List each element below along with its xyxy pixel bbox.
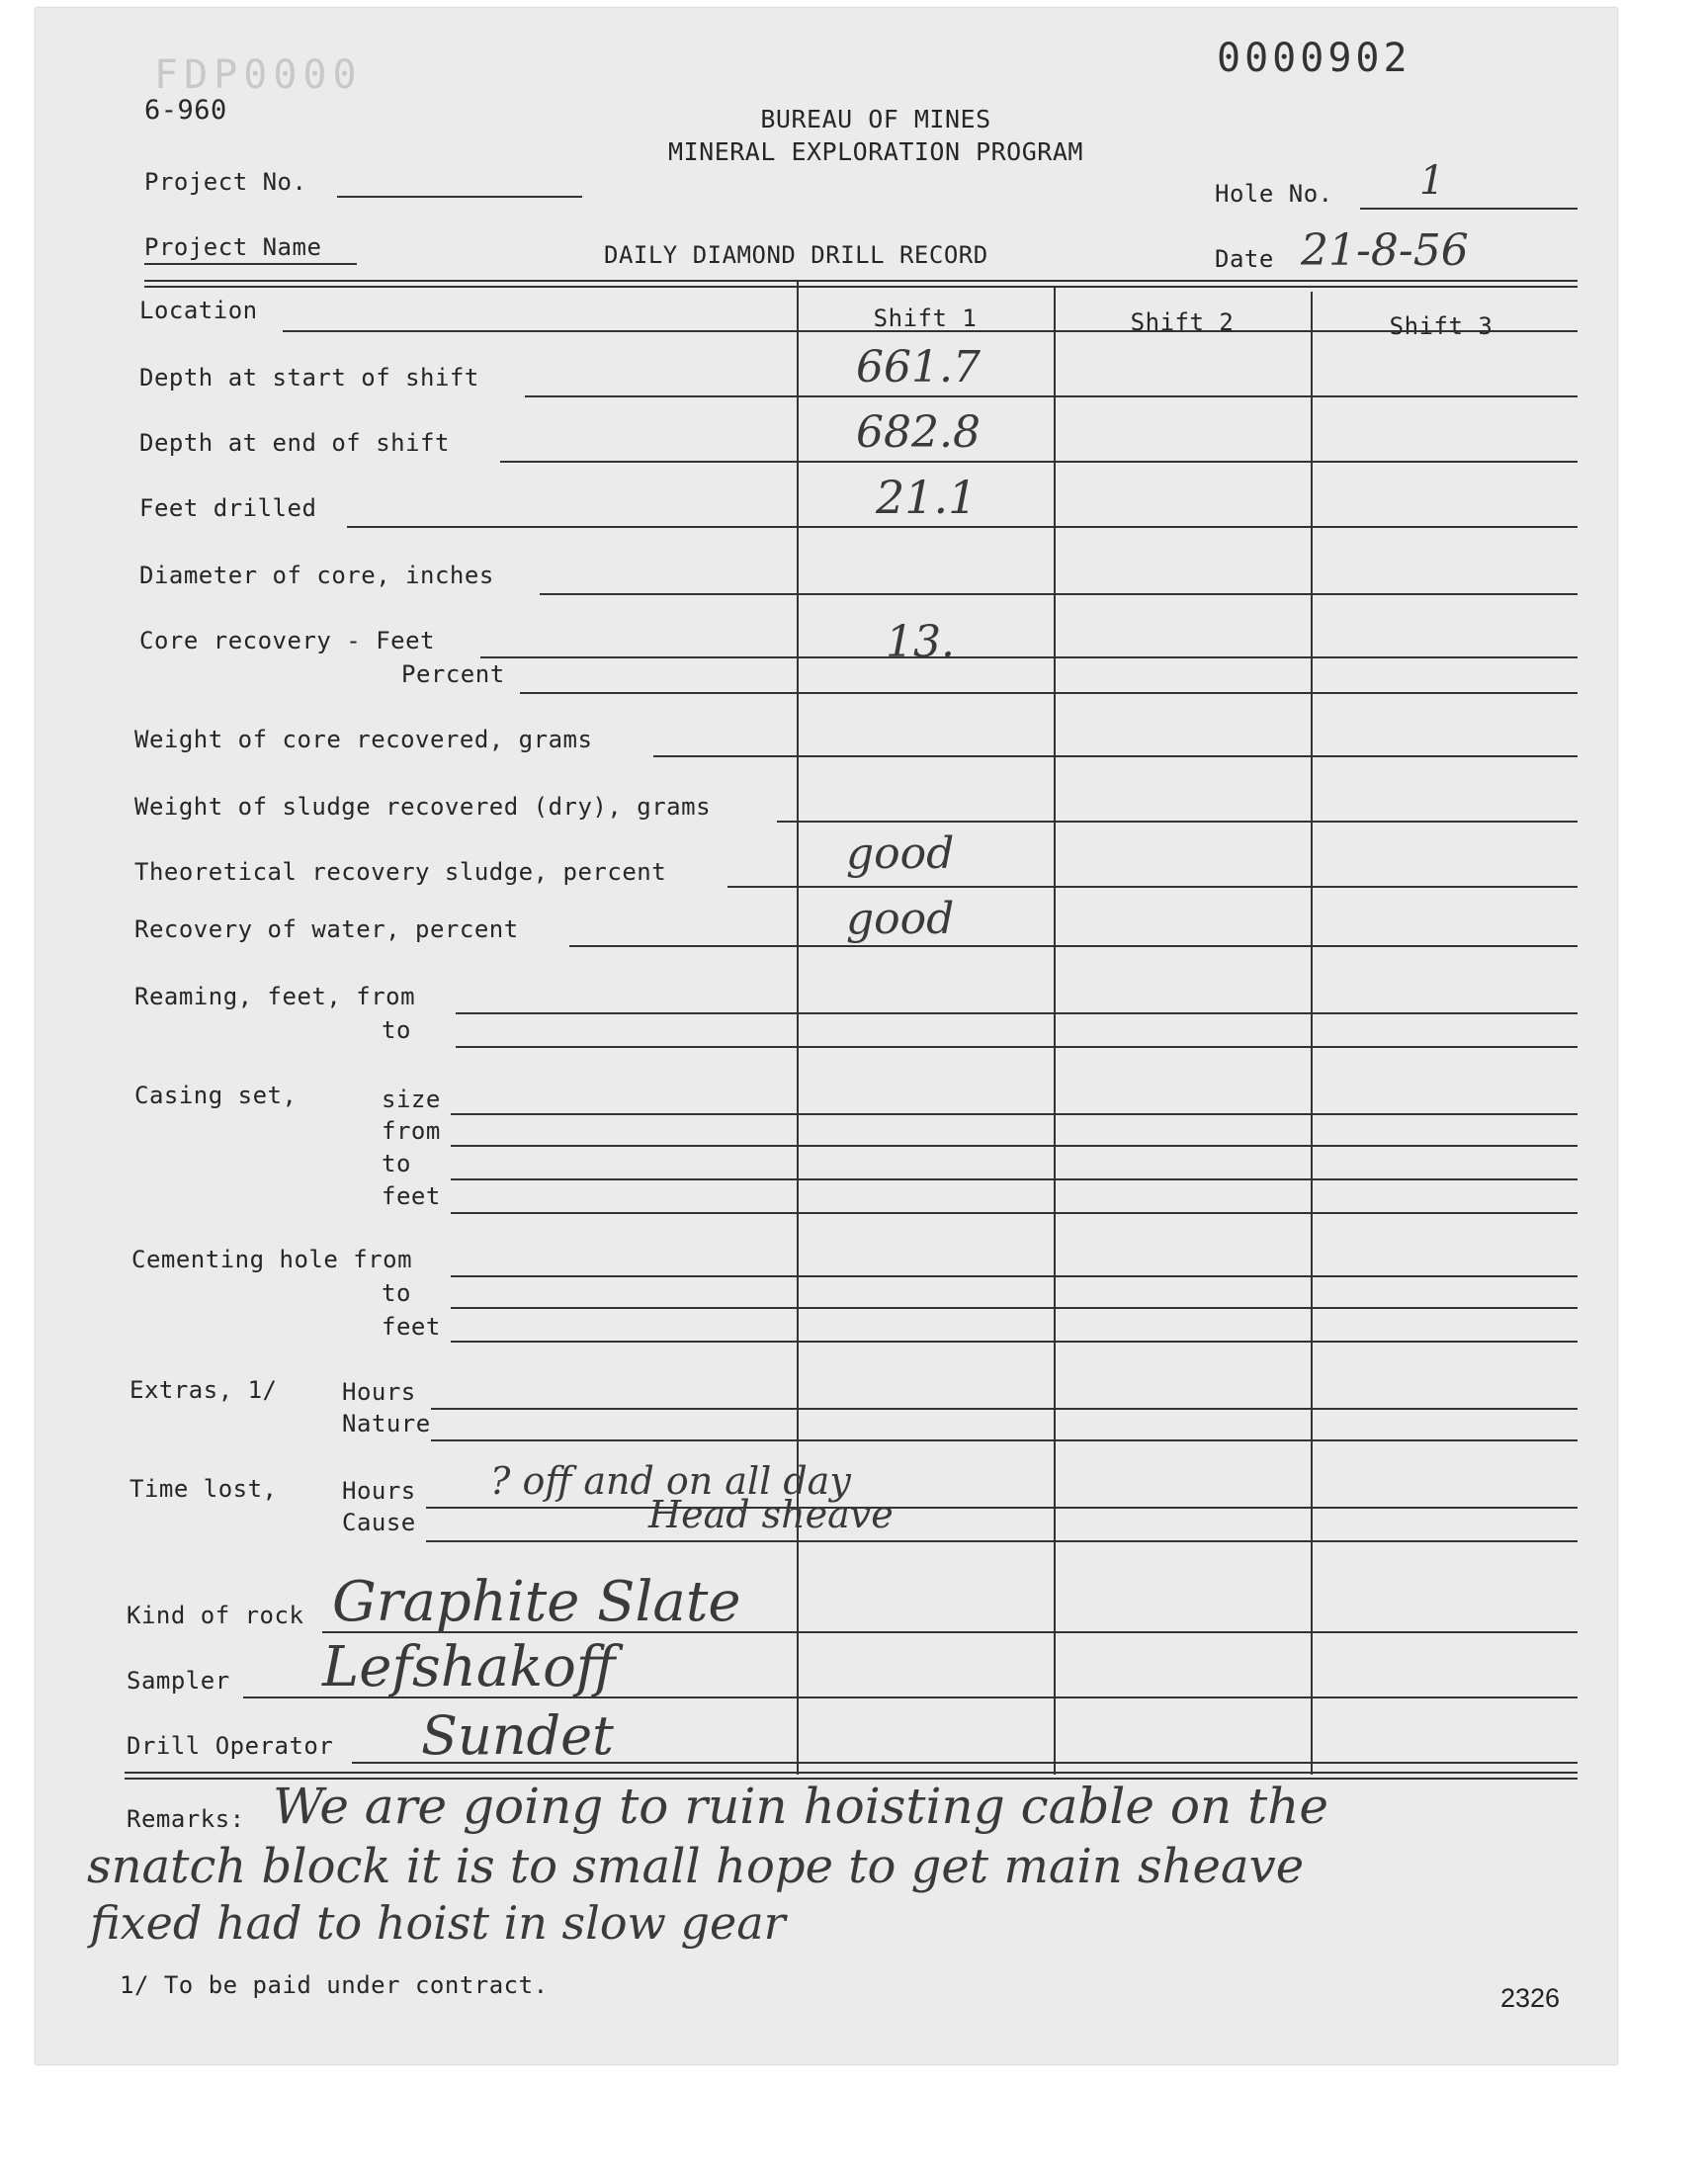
row-line-casing-feet [451,1212,1578,1214]
hole-no-value: 1 [1419,158,1445,204]
row-label-extras-nature: Nature [342,1410,431,1437]
stamp-top-left: FDP0000 [154,52,363,98]
footer-rule-1 [125,1772,1578,1774]
remarks-line-1: We are going to ruin hoisting cable on the [273,1778,1328,1835]
row-label-location: Location [139,297,258,324]
row-label-extras: Extras, 1/ [129,1376,278,1404]
row-line-extras-nature [431,1439,1578,1441]
row-line-core-weight [653,755,1578,757]
row-label-casing-set: Casing set, [134,1082,298,1109]
value-depth-start-shift-1: 661.7 [856,342,981,392]
value-kind-of-rock: Graphite Slate [332,1570,741,1634]
row-label-casing-from: from [382,1117,441,1145]
row-label-core-recovery-feet: Core recovery - Feet [139,627,435,654]
row-label-reaming-from: Reaming, feet, from [134,983,416,1010]
row-label-drill-operator: Drill Operator [127,1732,334,1760]
row-line-reaming-from [456,1012,1578,1014]
row-label-water-recovery: Recovery of water, percent [134,915,519,943]
value-core-recovery-shift-1: 13. [886,617,955,667]
value-sampler: Lefshakoff [322,1635,616,1699]
row-label-sludge-weight: Weight of sludge recovered (dry), grams [134,793,712,821]
row-label-time-lost: Time lost, [129,1475,278,1503]
row-label-core-weight: Weight of core recovered, grams [134,726,593,753]
row-line-core-recovery-percent [520,692,1578,694]
form-number: 6-960 [144,95,227,126]
row-label-cementing-feet: feet [382,1313,441,1341]
value-time-lost-hours-shift-1: ? off and on all day [490,1459,851,1503]
row-label-kind-of-rock: Kind of rock [127,1602,304,1629]
row-label-casing-to: to [382,1150,411,1177]
remarks-line-3: fixed had to hoist in slow gear [90,1896,786,1950]
column-header-shift-3: Shift 3 [1389,312,1494,340]
row-line-cementing-to [451,1307,1578,1309]
row-label-casing-feet: feet [382,1182,441,1210]
row-label-depth-start: Depth at start of shift [139,364,479,392]
row-label-sampler: Sampler [127,1667,230,1695]
value-water-recovery-shift-1: good [846,894,955,944]
column-header-shift-2: Shift 2 [1130,308,1235,336]
remarks-line-2: snatch block it is to small hope to get main sheave [87,1839,1305,1894]
row-label-depth-end: Depth at end of shift [139,429,450,457]
row-line-core-diameter [540,593,1578,595]
grid-col-line-1 [797,282,799,1775]
project-no-line [337,196,582,198]
program-title: MINERAL EXPLORATION PROGRAM [668,137,1083,166]
row-label-time-lost-hours: Hours [342,1477,416,1505]
form-sheet [36,8,1617,2064]
row-line-cementing-from [451,1275,1578,1277]
row-line-location [283,330,1578,332]
row-label-cementing-to: to [382,1279,411,1307]
remarks-label: Remarks: [127,1805,245,1833]
row-line-reaming-to [456,1046,1578,1048]
row-line-depth-start [525,395,1578,397]
row-label-reaming-to: to [382,1016,411,1044]
document-number: 0000902 [1217,36,1411,81]
row-line-core-recovery-feet [480,656,1578,658]
row-line-theoretical-recovery [727,886,1578,888]
row-line-water-recovery [569,945,1578,947]
row-line-depth-end [500,461,1578,463]
row-line-extras-hours [431,1408,1578,1410]
footnote: 1/ To be paid under contract. [120,1971,549,1999]
value-drill-operator: Sundet [421,1704,614,1767]
row-label-extras-hours: Hours [342,1378,416,1406]
row-label-feet-drilled: Feet drilled [139,494,317,522]
header-rule-1 [144,280,1578,282]
date-label: Date [1215,245,1274,273]
grid-col-line-3 [1311,292,1313,1775]
row-label-casing-size: size [382,1086,441,1113]
row-label-cementing-from: Cementing hole from [131,1246,413,1273]
record-title: DAILY DIAMOND DRILL RECORD [604,241,988,269]
row-label-theoretical-recovery: Theoretical recovery sludge, percent [134,858,667,886]
column-header-shift-1: Shift 1 [873,304,978,332]
row-line-casing-to [451,1178,1578,1180]
hole-no-label: Hole No. [1215,180,1333,208]
date-value: 21-8-56 [1301,225,1469,276]
agency-title: BUREAU OF MINES [760,105,991,133]
value-theoretical-recovery-shift-1: good [846,828,955,879]
row-line-sludge-weight [777,821,1578,823]
row-line-time-lost-cause [426,1540,1578,1542]
row-line-casing-from [451,1145,1578,1147]
hole-no-line [1360,208,1578,210]
project-no-label: Project No. [144,168,307,196]
value-time-lost-cause-shift-1: Head sheave [648,1493,894,1536]
value-feet-drilled-shift-1: 21.1 [876,471,978,524]
project-name-label: Project Name [144,233,322,261]
row-line-cementing-feet [451,1341,1578,1343]
row-label-core-diameter: Diameter of core, inches [139,562,494,589]
project-name-underline [144,263,357,265]
page-number: 2326 [1500,1983,1561,2013]
row-line-time-lost-hours [426,1507,1578,1509]
value-depth-end-shift-1: 682.8 [856,407,981,458]
grid-col-line-2 [1054,287,1056,1775]
row-line-casing-size [451,1113,1578,1115]
row-label-time-lost-cause: Cause [342,1509,416,1536]
row-line-feet-drilled [347,526,1578,528]
row-label-core-recovery-percent: Percent [401,660,505,688]
header-rule-2 [144,286,1578,288]
